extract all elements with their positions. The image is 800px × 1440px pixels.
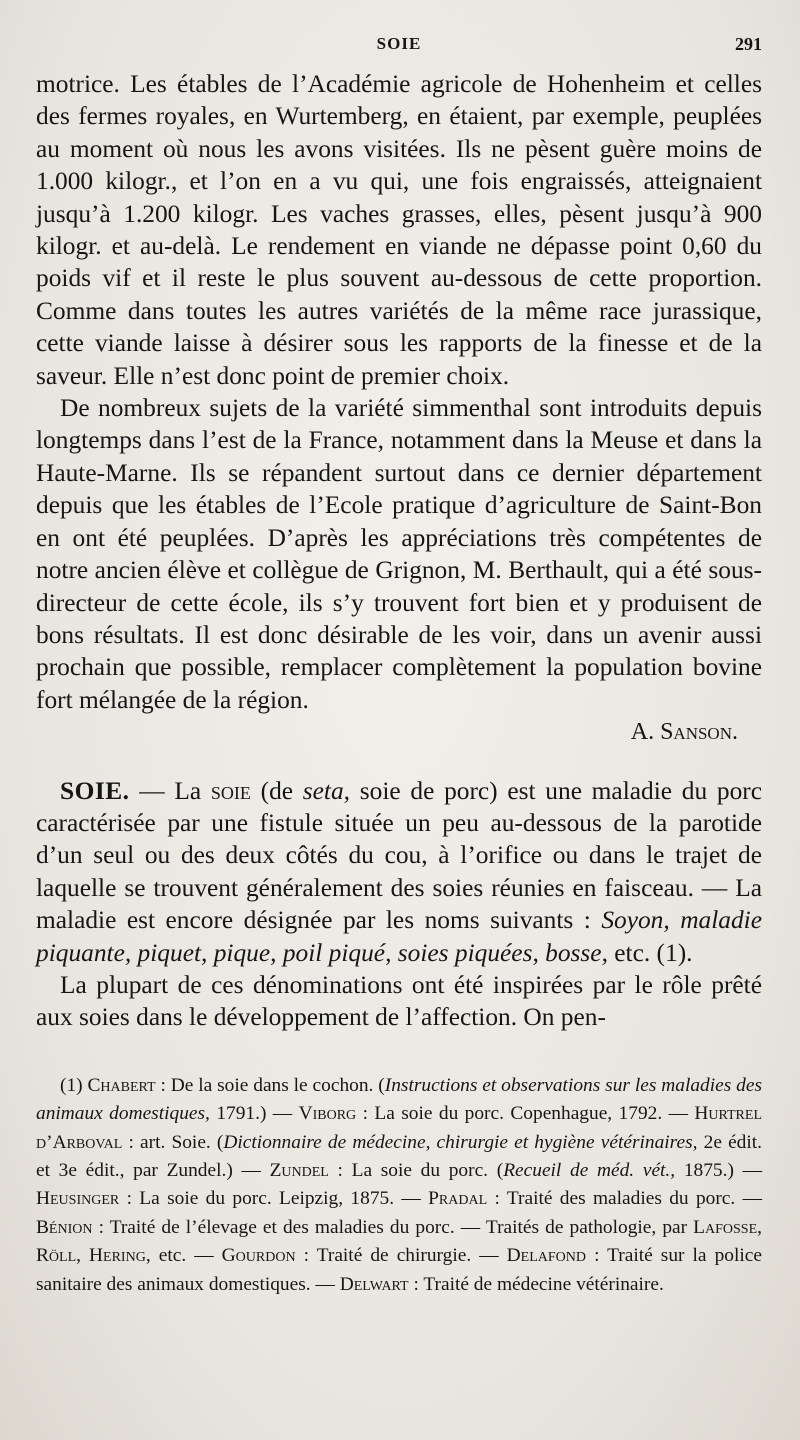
fn-text: etc. — — [150, 1245, 222, 1267]
paragraph-simmenthal: De nombreux sujets de la variété simmenthal sont introduits depuis longtemps dans l’est de la France, notamment dans la Meuse et dans la Haute-Marne. Ils se répandent surtout dans ce dernier département depuis que les étables de l’Ecole pratique d’agriculture de Saint-Bon en ont été peuplées. D’après les appréciations très compétentes de notre ancien élève et collègue de Grignon, M. Berthault, qui a été sous-directeur de cette école, ils s’y trouvent fort bien et y produisent de bons résultats. Il est donc désirable de les voir, dans un avenir aussi prochain que possible, remplacer complètement la population bovine fort mélangée de la région. — [36, 394, 762, 714]
fn-text: 2e édit. et 3e édit., par Zundel.) — — [36, 1131, 763, 1181]
author-signature — [36, 716, 762, 748]
entry-headword: SOIE. — [60, 776, 130, 805]
author-zundel: Zundel — [269, 1160, 329, 1181]
fn-text: : La soie du porc. Leipzig, 1875. — — [119, 1188, 429, 1210]
entry-synonyms: Soyon, maladie piquante, piquet, pique, poil piqué, soies piquées, bosse, — [36, 906, 763, 967]
fn-text: : La soie du porc. ( — [328, 1160, 504, 1181]
author-lafosse: Lafosse, Röll, Hering, — [36, 1216, 762, 1267]
footnote-1 — [36, 1072, 762, 1299]
section-gap — [36, 749, 762, 775]
fn-title-instructions: Instructions et observations sur les maladies des animaux domestiques, — [36, 1074, 762, 1125]
entry-term: soie — [210, 776, 251, 805]
running-title: SOIE — [376, 34, 422, 53]
fn-text: : La soie du porc. Copenhague, 1792. — — [356, 1103, 695, 1125]
author-viborg: Viborg — [298, 1103, 357, 1125]
fn-text: : Traité de l’élevage et des maladies du porc. — Traités de pathologie, par — [92, 1216, 694, 1238]
fn-text: : De la soie dans le cochon. ( — [155, 1074, 385, 1096]
entry-etymology: seta, — [302, 776, 351, 805]
author-gourdon: Gourdon — [221, 1245, 296, 1267]
entry-soie-paragraph-2: La plupart de ces dénominations ont été inspirées par le rôle prêté aux soies dans le développement de l’affection. On pen- — [36, 970, 762, 1032]
fn-text: : art. Soie. ( — [122, 1131, 224, 1153]
body-text — [36, 68, 762, 1034]
fn-text: : Traité de chirurgie. — — [295, 1245, 507, 1267]
paragraph-continued: motrice. Les étables de l’Académie agricole de Hohenheim et celles des fermes royales, en Wurtemberg, en étaient, par exemple, peuplées au moment où nous les avons visitées. Ils ne pèsent guère moins de 1.000 kilogr., et l’on en a vu qui, une fois engraissés, atteignaient jusqu’à 1.200 kilogr. Les vaches grasses, elles, pèsent jusqu’à 900 kilogr. et au-delà. Le rendement en viande ne dépasse point 0,60 du poids vif et il reste le plus souvent au-dessous de cette proportion. Comme dans toutes les autres variétés de la même race jurassique, cette viande laisse à désirer sous les rapports de la finesse et de la saveur. Elle n’est donc point de premier choix. — [36, 70, 762, 390]
entry-dash: — La — [129, 776, 211, 805]
author-chabert: Chabert — [87, 1074, 156, 1096]
fn-text: 1875.) — — [675, 1160, 762, 1181]
signature-initial: A. — [630, 719, 655, 746]
fn-title-dictionnaire: Dictionnaire de médecine, chirurgie et hygiène vétérinaires, — [223, 1131, 698, 1153]
signature-name: Sanson. — [660, 719, 738, 746]
entry-text-2: soie de porc) est une maladie du porc caractérisée par une fistule située un peu au-dessous de la parotide d’un seul ou des deux côtés du cou, à l’orifice ou dans le trajet de laquelle se trouvent généralement des soies réunies en faisceau. — La maladie est encore désignée par les noms suivants : — [36, 776, 763, 935]
footnotes — [36, 1072, 762, 1299]
entry-soie-paragraph — [36, 775, 762, 969]
author-hurtrel: Hurtrel d’Arboval — [36, 1103, 762, 1153]
author-pradal: Pradal — [428, 1188, 488, 1210]
fn-text: 1791.) — — [209, 1103, 299, 1125]
fn-title-recueil: Recueil de méd. vét., — [503, 1160, 676, 1181]
author-benion: Bénion — [36, 1216, 93, 1238]
page-number: 291 — [735, 34, 762, 54]
author-heusinger: Heusinger — [36, 1188, 120, 1210]
fn-text: : Traité des maladies du porc. — — [487, 1188, 762, 1210]
entry-text-3: etc. (1). — [607, 938, 693, 967]
running-head — [36, 28, 762, 68]
author-delwart: Delwart — [339, 1273, 409, 1295]
fn-text: : Traité sur la police sanitaire des animaux domestiques. — — [36, 1245, 762, 1295]
entry-text-1: (de — [250, 776, 303, 805]
footnote-marker: (1) — [60, 1074, 88, 1096]
author-delafond: Delafond — [506, 1245, 587, 1267]
fn-text: : Traité de médecine vétérinaire. — [408, 1273, 664, 1295]
